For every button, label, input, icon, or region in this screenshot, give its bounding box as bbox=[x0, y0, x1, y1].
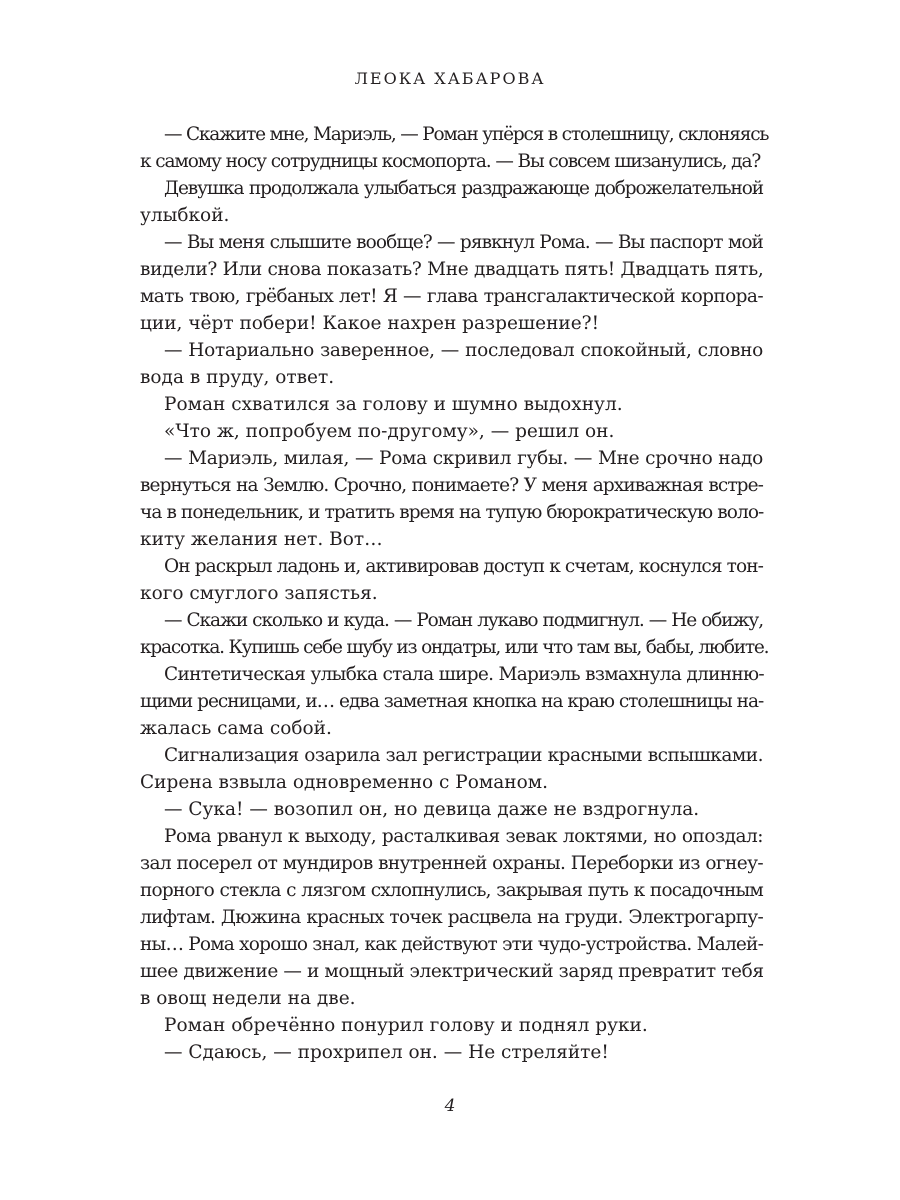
paragraph bbox=[140, 175, 763, 229]
paragraph bbox=[140, 337, 763, 391]
text-line: Сигнализация озарила зал регистрации красными вспышками. bbox=[164, 745, 763, 766]
paragraph bbox=[140, 553, 763, 607]
text-line: — Скажите мне, Мариэль, — Роман упёрся в столешницу, склоняясь bbox=[164, 124, 769, 145]
paragraph bbox=[140, 229, 763, 337]
text-line: — Сдаюсь, — прохрипел он. — Не стреляйте! bbox=[164, 1042, 609, 1063]
page-number: 4 bbox=[444, 1096, 456, 1116]
paragraph bbox=[140, 391, 763, 418]
paragraph bbox=[140, 121, 769, 175]
body-text bbox=[140, 121, 769, 1066]
text-line: Синтетическая улыбка стала шире. Мариэль взмахнула длинню- bbox=[164, 664, 764, 685]
text-line: красотка. Купишь себе шубу из ондатры, или что там вы, бабы, любите. bbox=[140, 637, 769, 658]
text-line: вода в пруду, ответ. bbox=[140, 367, 335, 388]
paragraph bbox=[140, 418, 763, 445]
paragraph bbox=[140, 1012, 763, 1039]
text-line: «Что ж, попробуем по-другому», — решил он. bbox=[164, 421, 615, 442]
text-line: лифтам. Дюжина красных точек расцвела на груди. Электрогарпу- bbox=[140, 907, 763, 928]
text-line: видели? Или снова показать? Мне двадцать пять! Двадцать пять, bbox=[140, 259, 764, 280]
text-line: Рома рванул к выходу, расталкивая зевак локтями, но опоздал: bbox=[164, 826, 763, 847]
text-line: улыбкой. bbox=[140, 205, 230, 226]
text-line: Роман схватился за голову и шумно выдохнул. bbox=[164, 394, 623, 415]
paragraph bbox=[140, 445, 763, 553]
paragraph bbox=[140, 823, 763, 1012]
text-line: ча в понедельник, и тратить время на тупую бюрократическую воло- bbox=[140, 502, 764, 523]
text-line: щими ресницами, и… едва заметная кнопка на краю столешницы на- bbox=[140, 691, 764, 712]
text-line: шее движение — и мощный электрический заряд превратит тебя bbox=[140, 961, 764, 982]
text-line: Девушка продолжала улыбаться раздражающе доброжелательной bbox=[164, 178, 763, 199]
text-line: Сирена взвыла одновременно с Романом. bbox=[140, 772, 549, 793]
text-line: зал посерел от мундиров внутренней охраны. Переборки из огнеу- bbox=[140, 853, 763, 874]
paragraph bbox=[140, 607, 769, 661]
text-line: ны… Рома хорошо знал, как действуют эти чудо-устройства. Малей- bbox=[140, 934, 764, 955]
paragraph bbox=[140, 1039, 763, 1066]
text-line: вернуться на Землю. Срочно, понимаете? У меня архиважная встре- bbox=[140, 475, 763, 496]
text-line: киту желания нет. Вот… bbox=[140, 529, 383, 550]
running-header: ЛЕОКА ХАБАРОВА bbox=[354, 69, 546, 88]
paragraph bbox=[140, 796, 763, 823]
paragraph bbox=[140, 661, 763, 742]
text-line: мать твою, грёбаных лет! Я — глава трансгалактической корпора- bbox=[140, 286, 763, 307]
text-line: в овощ недели на две. bbox=[140, 988, 356, 1009]
text-line: ции, чёрт побери! Какое нахрен разрешение?! bbox=[140, 313, 600, 334]
text-line: жалась сама собой. bbox=[140, 718, 332, 739]
text-line: — Скажи сколько и куда. — Роман лукаво подмигнул. — Не обижу, bbox=[164, 610, 763, 631]
text-line: кого смуглого запястья. bbox=[140, 583, 378, 604]
text-line: — Вы меня слышите вообще? — рявкнул Рома. — Вы паспорт мой bbox=[164, 232, 763, 253]
text-line: — Сука! — возопил он, но девица даже не вздрогнула. bbox=[164, 799, 700, 820]
text-line: — Мариэль, милая, — Рома скривил губы. — Мне срочно надо bbox=[164, 448, 763, 469]
text-line: Он раскрыл ладонь и, активировав доступ к счетам, коснулся тон- bbox=[164, 556, 763, 577]
text-line: порного стекла с лязгом схлопнулись, закрывая путь к посадочным bbox=[140, 880, 763, 901]
text-line: Роман обречённо понурил голову и поднял руки. bbox=[164, 1015, 648, 1036]
paragraph bbox=[140, 742, 763, 796]
text-line: к самому носу сотрудницы космопорта. — Вы совсем шизанулись, да? bbox=[140, 151, 761, 172]
text-line: — Нотариально заверенное, — последовал спокойный, словно bbox=[164, 340, 763, 361]
